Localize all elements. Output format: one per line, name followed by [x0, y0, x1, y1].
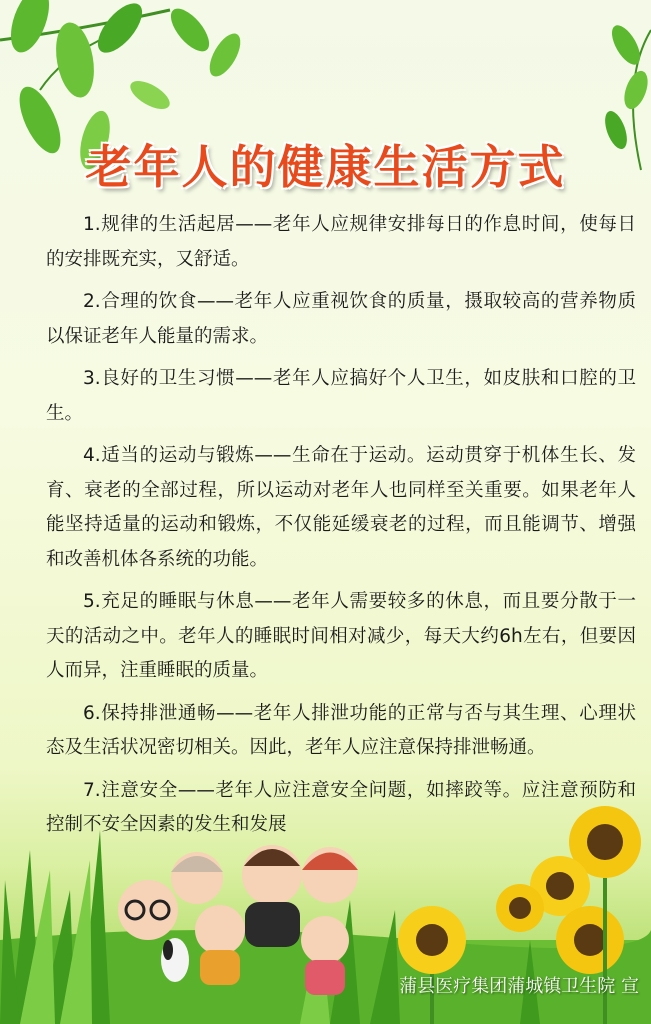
poster-title: 老年人的健康生活方式	[85, 139, 566, 194]
paragraph-3: 3.良好的卫生习惯——老年人应搞好个人卫生，如皮肤和口腔的卫生。	[46, 368, 636, 424]
paragraph-2: 2.合理的饮食——老年人应重视饮食的质量，摄取较高的营养物质以保证老年人能量的需求。	[46, 291, 636, 347]
credit-line: 蒲县医疗集团蒲城镇卫生院 宣	[399, 976, 639, 997]
paragraph-1: 1.规律的生活起居——老年人应规律安排每日的作息时间，使每日的安排既充实，又舒适。	[46, 214, 636, 270]
poster-body	[46, 208, 636, 851]
paragraph-5: 5.充足的睡眠与休息——老年人需要较多的休息，而且要分散于一天的活动之中。老年人的睡眠时间相对减少，每天大约6h左右，但要因人而异，注重睡眠的质量。	[46, 591, 636, 681]
paragraph-7: 7.注意安全——老年人应注意安全问题，如摔跤等。应注意预防和控制不安全因素的发生和发展	[46, 779, 636, 835]
paragraph-6: 6.保持排泄通畅——老年人排泄功能的正常与否与其生理、心理状态及生活状况密切相关。因此，老年人应注意保持排泄畅通。	[46, 702, 636, 758]
paragraph-4: 4.适当的运动与锻炼——生命在于运动。运动贯穿于机体生长、发育、衰老的全部过程，所以运动对老年人也同样至关重要。如果老年人能坚持适量的运动和锻炼，不仅能延缓衰老的过程，而且能调节、增强和改善机体各系统的功能。	[46, 445, 636, 570]
